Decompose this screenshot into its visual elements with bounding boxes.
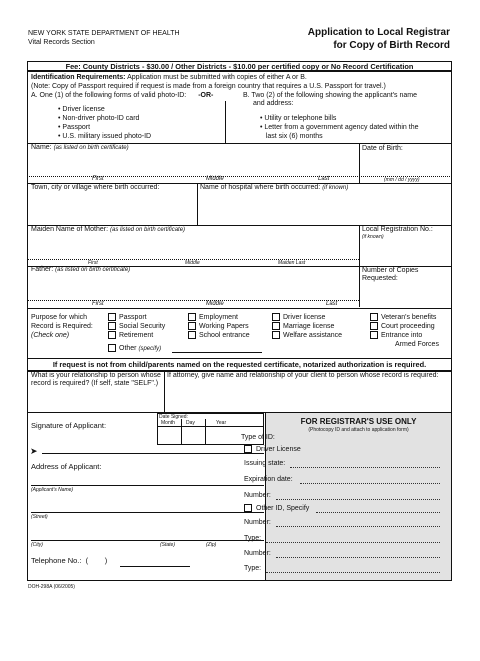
mother-middle-label: Middle [185,260,200,266]
other-purpose-option [119,345,161,353]
dob-format: (mm / dd / yyyy) [384,177,420,183]
expiration-line[interactable] [300,483,440,484]
or-label: -OR- [198,92,214,99]
copies-label: Number of Copies [362,267,419,274]
option-a-item: • U.S. military issued photo-ID [58,133,152,140]
marriage-license-checkbox[interactable] [272,322,280,330]
purpose-label3: (Check one) [31,332,70,339]
father-label [31,266,130,274]
father-first-label: First [92,301,104,307]
type-line[interactable] [266,542,440,543]
registrar-title: FOR REGISTRAR'S USE ONLY [300,417,417,426]
birth-place-label: Town, city or village where birth occurred: [31,184,160,191]
type-of-id-label: Type of ID: [241,434,275,441]
first-label: First [92,176,104,182]
attorney-question: If attorney, give name and relationship of your client to person whose record is required: [167,372,439,379]
street-caption: (Street) [31,514,48,520]
armed-forces-option: Armed Forces [395,341,439,348]
city-caption: (City) [31,542,43,548]
telephone-label: Telephone No.: ( ) [31,556,108,565]
form-code: DOH-298A (06/2005) [28,584,75,590]
father-last-label: Last [326,301,338,307]
welfare-assistance-checkbox[interactable] [272,331,280,339]
court-proceeding-option: Court proceeding [381,323,435,330]
passport-option: Passport [119,314,147,321]
driver-license-id-checkbox[interactable] [244,445,252,453]
name-hint: (as listed on birth certificate) [53,145,129,151]
day-label: Day [186,420,195,426]
year-label: Year [216,420,227,426]
applicant-name-caption: (Applicant's Name) [31,487,74,493]
court-proceeding-checkbox[interactable] [370,322,378,330]
purpose-label2: Record is Required: [31,323,93,330]
local-reg-hint: (if known) [362,234,384,240]
middle-label: Middle [206,176,224,182]
form-title-line2: for Copy of Birth Record [333,40,450,51]
month-label: Month [161,420,175,426]
applicant-name-line[interactable] [31,485,264,486]
mother-label [31,226,185,234]
relationship-question2: record is required? (If self, state "SELF".) [31,380,159,387]
type2-label: Type: [244,565,262,572]
local-reg-label: Local Registration No.: [362,226,433,233]
signature-label: Signature of Applicant: [31,421,107,430]
armed-forces-checkbox[interactable] [370,331,378,339]
driver-license-option: Driver license [283,314,326,321]
copies-label2: Requested: [362,275,398,282]
issuing-state-label: Issuing state: [244,460,286,467]
working-papers-checkbox[interactable] [188,322,196,330]
employment-option: Employment [199,314,238,321]
driver-license-id-label: Driver License [256,446,301,453]
veterans-benefits-checkbox[interactable] [370,313,378,321]
option-a-intro [31,92,213,100]
name-text: Name: [31,144,52,151]
other-id-label: Other ID, Specify [256,505,310,512]
hospital-text: Name of hospital where birth occurred: [200,184,321,191]
option-b-item: • Letter from a government agency dated within the [260,124,419,131]
entrance-into-option: Entrance into [381,332,423,339]
id-requirements-heading: Identification Requirements: [31,74,126,81]
type-label: Type: [244,535,262,542]
issuing-state-line[interactable] [290,467,440,468]
retirement-checkbox[interactable] [108,331,116,339]
retirement-option: Retirement [119,332,154,339]
employment-checkbox[interactable] [188,313,196,321]
passport-checkbox[interactable] [108,313,116,321]
number2-label: Number: [244,519,271,526]
date-signed-label: Date Signed: [159,414,188,420]
marriage-license-option: Marriage license [283,323,335,330]
notarize-notice: If request is not from child/parents named on the requested certificate, notarized authorization is required. [52,360,427,369]
veterans-benefits-option: Veteran's benefits [381,314,437,321]
section-name: Vital Records Section [28,39,95,46]
zip-caption: (Zip) [206,542,217,548]
number2-line[interactable] [276,526,440,527]
registrar-subtitle: (Photocopy ID and attach to application form) [308,427,409,433]
id-requirements-text: Application must be submitted with copies of either A or B. [125,74,307,81]
father-text: Father: [31,266,54,273]
other-id-checkbox[interactable] [244,504,252,512]
other-id-line[interactable] [316,512,440,513]
passport-note: (Note: Copy of Passport required if request is made from a foreign country that requires a U.S. Passport for travel.) [31,83,386,90]
state-caption: (State) [160,542,176,548]
other-hint: (specify) [138,346,162,352]
option-b-intro: B. Two (2) of the following showing the applicant's name [243,92,417,99]
mother-first-label: First [88,260,98,266]
option-a-text: A. One (1) of the following forms of valid photo-ID: [31,92,187,99]
purpose-label1: Purpose for which [31,314,88,321]
number3-label: Number: [244,550,271,557]
mother-hint: (as listed on birth certificate) [110,227,186,233]
street-line[interactable] [31,512,264,513]
welfare-assistance-option: Welfare assistance [283,332,343,339]
father-middle-label: Middle [206,301,224,307]
form-title-line1: Application to Local Registrar [307,27,450,38]
hospital-hint: (if known) [322,185,349,191]
option-b-item: last six (6) months [260,133,323,140]
name-label [31,144,129,152]
other-specify-line[interactable] [172,352,262,353]
telephone-line[interactable] [120,566,190,567]
type2-line[interactable] [266,572,440,573]
father-hint: (as listed on birth certificate) [55,267,131,273]
option-a-item: • Non-driver photo-ID card [58,115,140,122]
relationship-question1: What is your relationship to person whose [31,372,161,379]
option-a-item: • Passport [58,124,91,131]
working-papers-option: Working Papers [199,323,249,330]
dob-label: Date of Birth: [362,145,403,152]
last-label: Last [318,176,330,182]
id-divider [225,101,226,143]
other-text: Other [119,345,137,352]
option-a-item: • Driver license [58,106,105,113]
school-entrance-checkbox[interactable] [188,331,196,339]
mother-text: Maiden Name of Mother: [31,226,109,233]
number-label: Number: [244,492,271,499]
id-requirements [31,74,307,82]
agency-name: NEW YORK STATE DEPARTMENT OF HEALTH [28,30,180,37]
option-b-item: • Utility or telephone bills [260,115,337,122]
number-line[interactable] [276,499,440,500]
social-security-checkbox[interactable] [108,322,116,330]
option-b-intro2: and address: [253,100,294,107]
mother-maiden-last-label: Maiden Last [278,260,306,266]
signature-line[interactable] [42,453,264,454]
address-label: Address of Applicant: [31,462,102,471]
school-entrance-option: School entrance [199,332,250,339]
hospital-label [200,184,348,192]
social-security-option: Social Security [119,323,166,330]
city-line[interactable] [31,540,264,541]
other-purpose-checkbox[interactable] [108,344,116,352]
expiration-label: Expiration date: [244,476,293,483]
number3-line[interactable] [276,557,440,558]
driver-license-checkbox[interactable] [272,313,280,321]
fee-line: Fee: County Districts - $30.00 / Other Districts - $10.00 per certified copy or No Record Certification [27,61,452,72]
registrar-box [266,413,451,580]
signature-arrow: ➤ [30,446,38,456]
